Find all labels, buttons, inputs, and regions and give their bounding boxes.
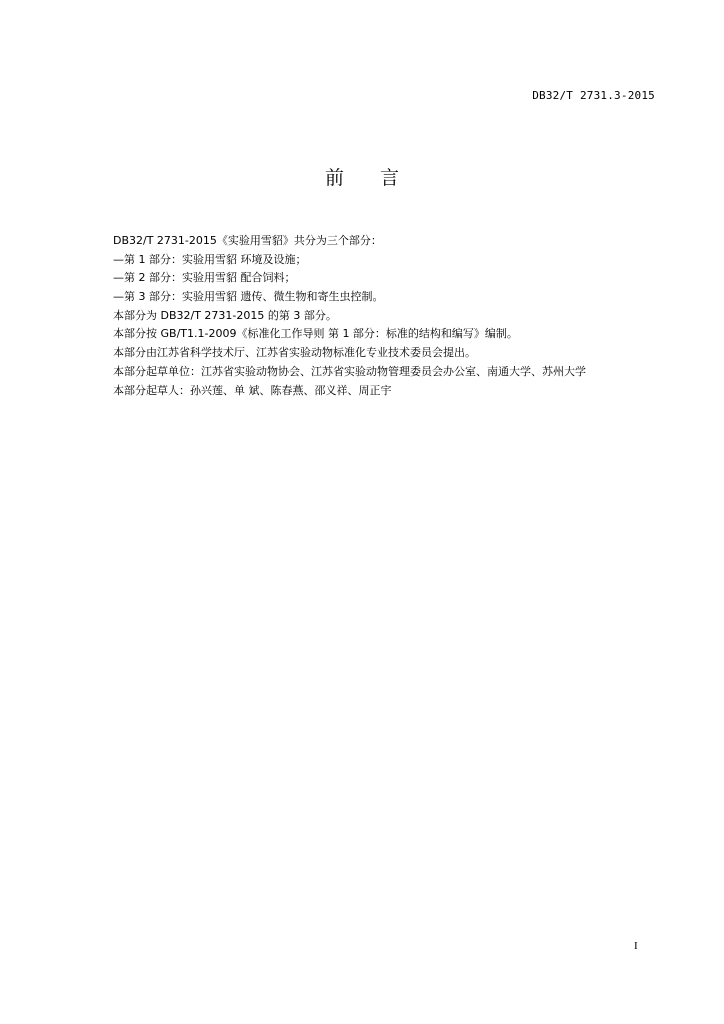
text-line: —第 2 部分：实验用雪貂 配合饲料； bbox=[113, 271, 296, 285]
text-line: —第 1 部分：实验用雪貂 环境及设施； bbox=[113, 252, 307, 266]
page-number: I bbox=[634, 940, 638, 952]
document-code: DB32/T 2731.3-2015 bbox=[532, 89, 655, 102]
text-line: 本部分起草人：孙兴莲、单 斌、陈春燕、邵义祥、周正宇 bbox=[113, 383, 392, 397]
text-line: 本部分起草单位：江苏省实验动物协会、江苏省实验动物管理委员会办公室、南通大学、苏州大学 bbox=[113, 364, 586, 378]
foreword-body bbox=[113, 232, 673, 400]
text-line: 本部分由江苏省科学技术厅、江苏省实验动物标准化专业技术委员会提出。 bbox=[113, 346, 476, 360]
page-title: 前言 bbox=[324, 167, 435, 189]
text-line: —第 3 部分：实验用雪貂 遗传、微生物和寄生虫控制。 bbox=[113, 290, 384, 304]
text-line: DB32/T 2731-2015《实验用雪貂》共分为三个部分： bbox=[113, 234, 382, 247]
text-line: 本部分为 DB32/T 2731-2015 的第 3 部分。 bbox=[113, 308, 337, 322]
text-line: 本部分按 GB/T1.1-2009《标准化工作导则 第 1 部分：标准的结构和编写》编制。 bbox=[113, 327, 518, 341]
